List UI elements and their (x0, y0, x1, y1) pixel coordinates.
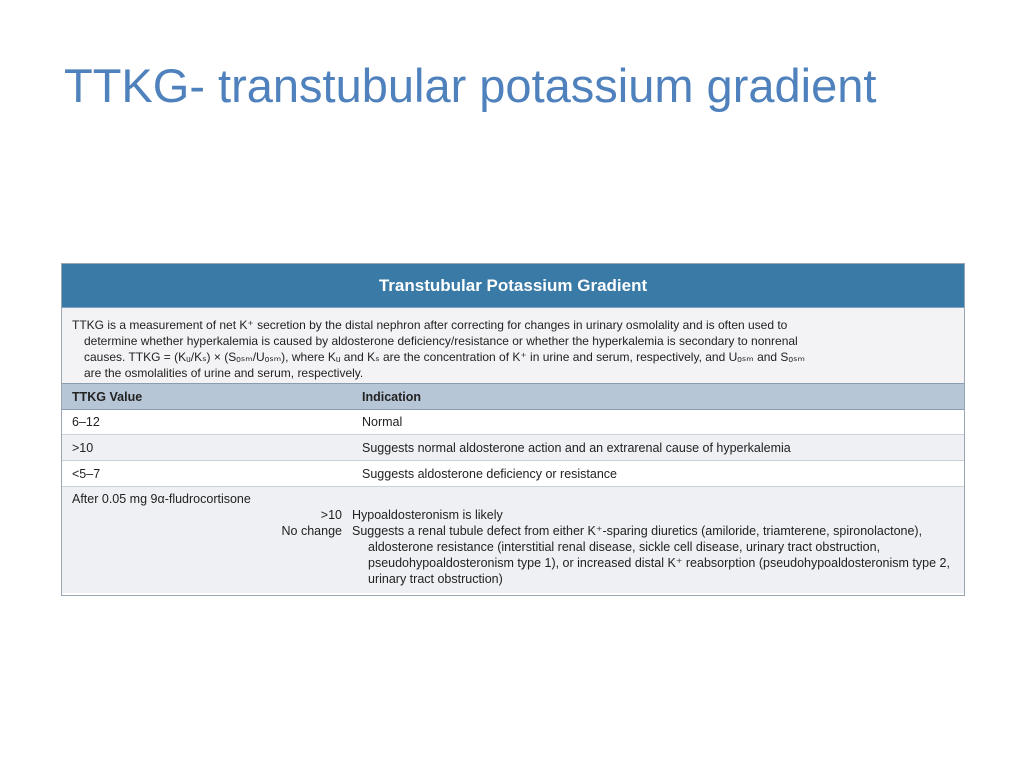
table-row (62, 461, 964, 487)
description-line: causes. TTKG = (Kᵤ/Kₛ) × (Sₒₛₘ/Uₒₛₘ), where Kᵤ and Kₛ are the concentration of K⁺ in urine and serum, respectively, and Uₒₛₘ and Sₒₛₘ (84, 350, 805, 364)
fludro-value: >10 (320, 508, 342, 522)
indication: Suggests aldosterone deficiency or resistance (362, 466, 618, 481)
indication: Suggests normal aldosterone action and an extrarenal cause of hyperkalemia (362, 440, 791, 455)
column-header-row (62, 383, 964, 410)
table-row-fludrocortisone (62, 487, 964, 593)
fludrocortisone-label: After 0.05 mg 9α-fludrocortisone (72, 492, 251, 506)
column-header-indication: Indication (362, 389, 422, 404)
description-line: determine whether hyperkalemia is caused by aldosterone deficiency/resistance or whether the hyperkalemia is secondary to nonrenal (84, 334, 798, 348)
fludro-indication: Hypoaldosteronism is likely (352, 508, 503, 522)
description-line: TTKG is a measurement of net K⁺ secretion by the distal nephron after correcting for changes in urinary osmolality and is often used to (72, 318, 788, 332)
slide-title: TTKG- transtubular potassium gradient (64, 59, 877, 112)
description-line: are the osmolalities of urine and serum, respectively. (84, 366, 364, 380)
table-row (62, 435, 964, 461)
fludro-subrow (62, 523, 964, 587)
ttkg-value: >10 (72, 440, 94, 455)
ttkg-value: <5–7 (72, 466, 101, 481)
table-title: Transtubular Potassium Gradient (62, 264, 964, 307)
ttkg-table (61, 263, 965, 596)
table-description (62, 307, 964, 383)
table-row (62, 410, 964, 435)
fludro-indication: Suggests a renal tubule defect from either K⁺-sparing diuretics (amiloride, triamterene, spironolactone), aldosterone resistance (interstitial renal disease, sickle cell disease, urinary tract obstruction, pseudohypoaldosteronism type 1), or increased distal K⁺ reabsorption (pseudohypoaldosteronism type 2, urinary tract obstruction) (352, 524, 950, 586)
column-header-value: TTKG Value (72, 389, 143, 404)
indication: Normal (362, 415, 403, 429)
fludro-value: No change (281, 524, 342, 538)
ttkg-value: 6–12 (72, 415, 100, 429)
fludro-subrow (62, 507, 964, 523)
